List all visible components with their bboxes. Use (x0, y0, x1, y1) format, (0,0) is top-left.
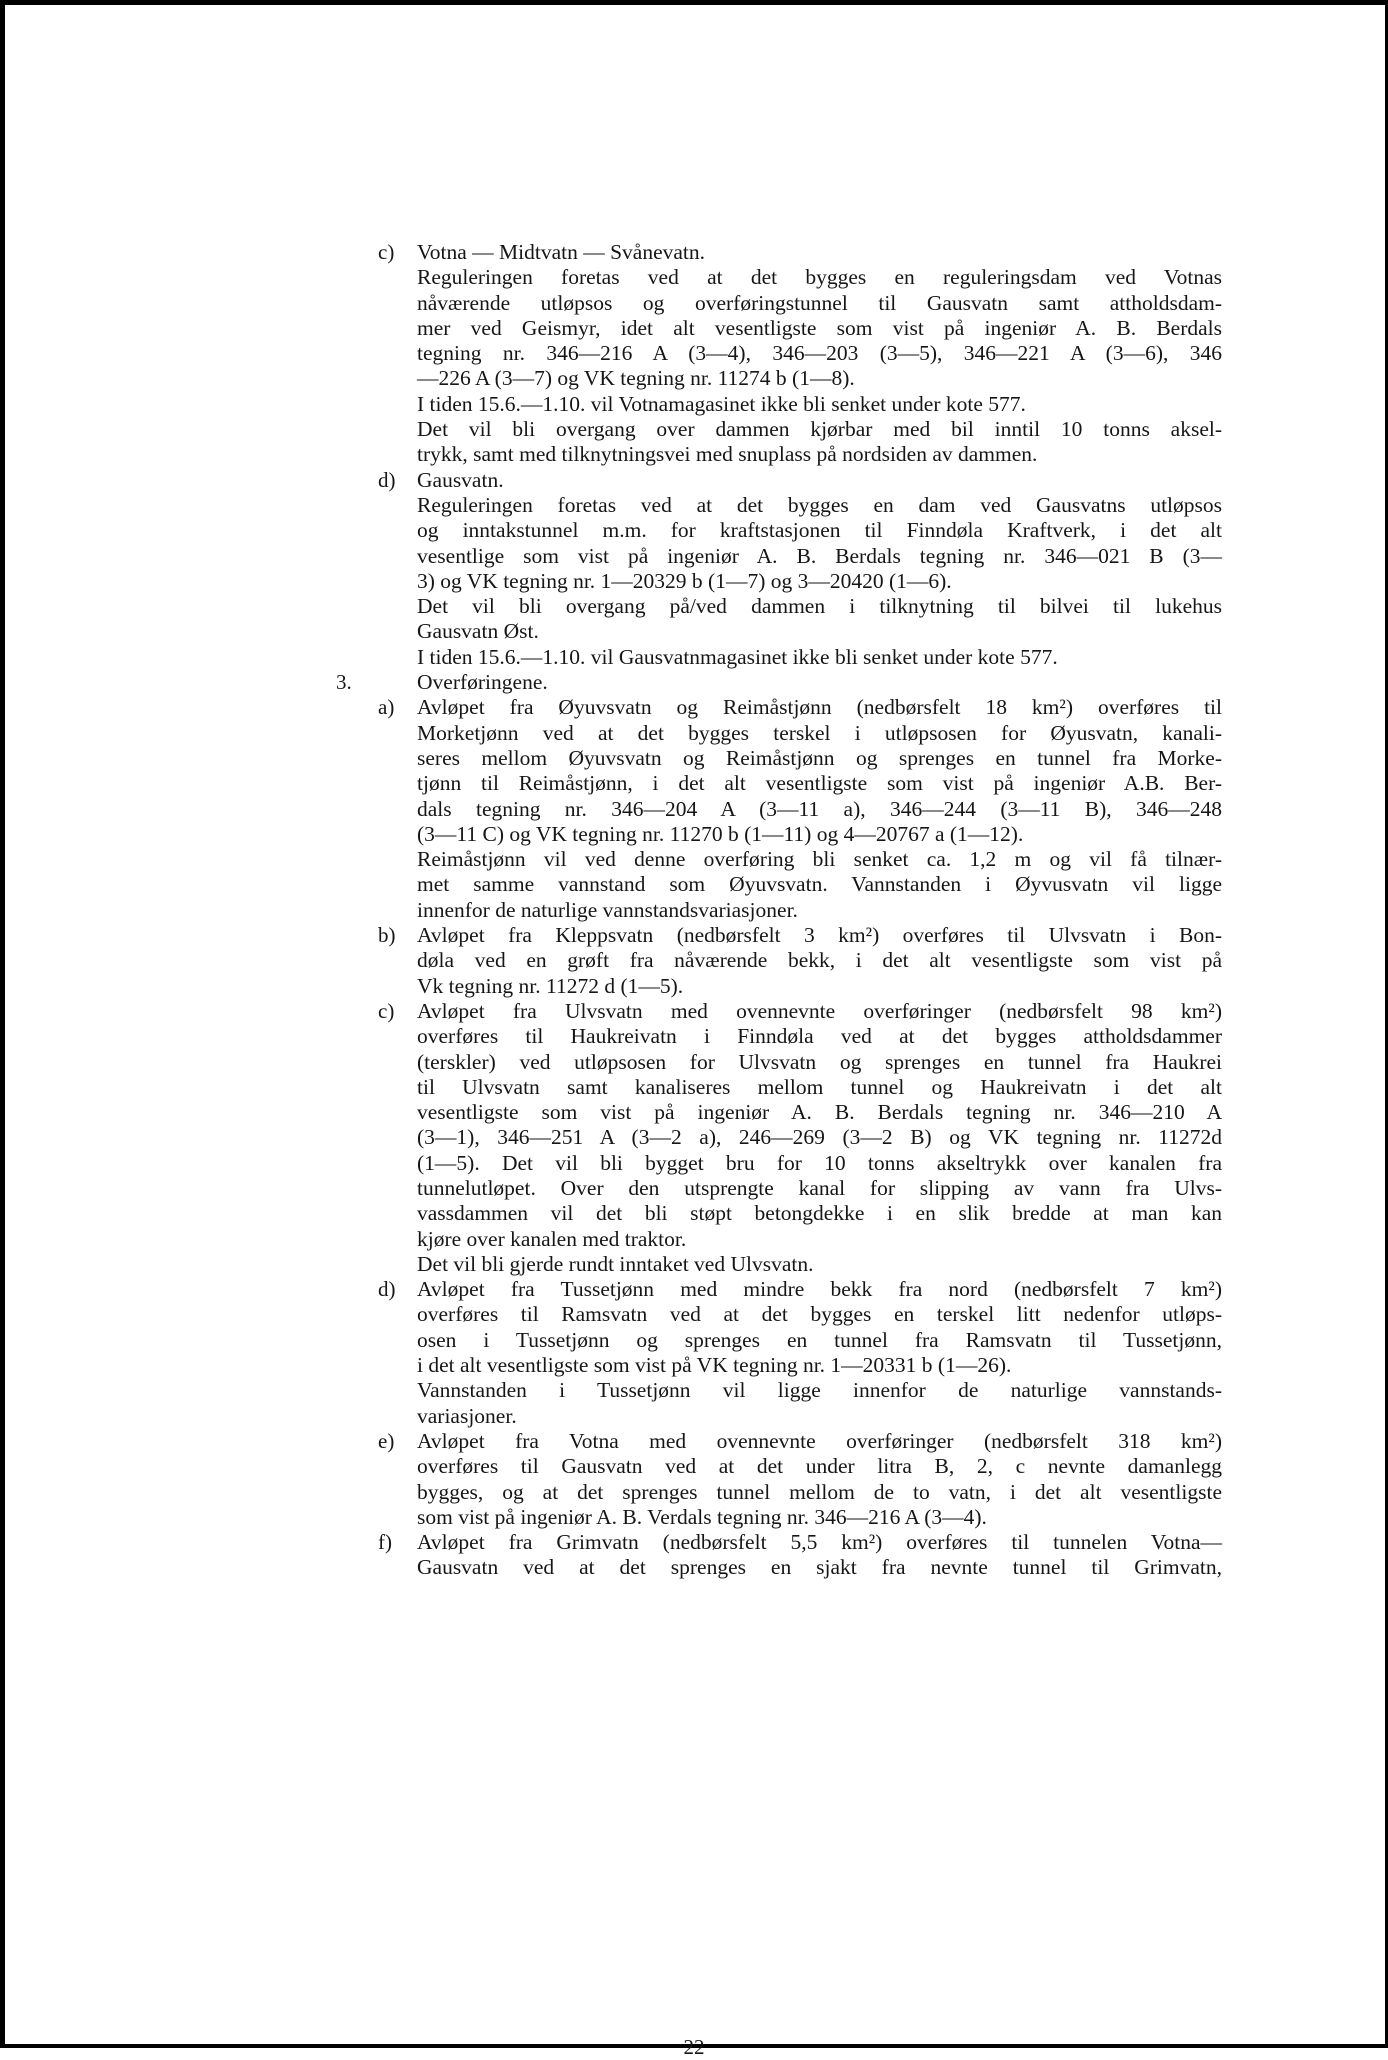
item-label: b) (378, 923, 396, 948)
text-line: Det vil bli gjerde rundt inntaket ved Ulvsvatn. (417, 1251, 814, 1276)
text-line: Avløpet fra Ulvsvatn med ovennevnte overføringer (nedbørsfelt 98 km²) (417, 998, 1222, 1023)
text-line: Avløpet fra Grimvatn (nedbørsfelt 5,5 km²) overføres til tunnelen Votna— (417, 1530, 1222, 1555)
item-label: c) (378, 998, 395, 1023)
text-line: Reimåstjønn vil ved denne overføring bli senket ca. 1,2 m og vil få tilnær- (417, 847, 1222, 872)
scan-border-top (0, 0, 1388, 5)
text-line: Avløpet fra Tussetjønn med mindre bekk fra nord (nedbørsfelt 7 km²) (417, 1277, 1222, 1302)
text-line: tjønn til Reimåstjønn, i det alt vesentligste som vist på ingeniør A.B. Ber- (417, 771, 1222, 796)
text-line: tegning nr. 346—216 A (3—4), 346—203 (3—5), 346—221 A (3—6), 346 (417, 341, 1222, 366)
list-item (378, 467, 1222, 670)
text-line: mer ved Geismyr, idet alt vesentligste som vist på ingeniør A. B. Berdals (417, 315, 1222, 340)
text-line: Gausvatn. (417, 467, 504, 492)
text-line: Avløpet fra Kleppsvatn (nedbørsfelt 3 km²) overføres til Ulvsvatn i Bon- (417, 923, 1222, 948)
text-line: Overføringene. (417, 670, 548, 695)
text-line: kjøre over kanalen med traktor. (417, 1226, 687, 1251)
text-line: overføres til Ramsvatn ved at det bygges en terskel litt nedenfor utløps- (417, 1302, 1222, 1327)
text-line: (terskler) ved utløpsosen for Ulvsvatn og sprenges en tunnel fra Haukrei (417, 1049, 1222, 1074)
text-line: Morketjønn ved at det bygges terskel i utløpsosen for Øyusvatn, kanali- (417, 720, 1222, 745)
list-item (378, 695, 1222, 923)
text-line: met samme vannstand som Øyuvsvatn. Vannstanden i Øyvusvatn vil ligge (417, 872, 1222, 897)
list-item (378, 240, 1222, 468)
text-line: seres mellom Øyuvsvatn og Reimåstjønn og sprenges en tunnel fra Morke- (417, 745, 1222, 770)
list-item (378, 1428, 1222, 1530)
item-label: d) (378, 1277, 396, 1302)
text-line: (1—5). Det vil bli bygget bru for 10 tonns akseltrykk over kanalen fra (417, 1150, 1222, 1175)
text-line: Reguleringen foretas ved at det bygges en reguleringsdam ved Votnas (417, 265, 1222, 290)
item-label: d) (378, 467, 396, 492)
text-line: Det vil bli overgang over dammen kjørbar med bil inntil 10 tonns aksel- (417, 417, 1222, 442)
text-line: Vannstanden i Tussetjønn vil ligge innenfor de naturlige vannstands- (417, 1378, 1222, 1403)
text-line: variasjoner. (417, 1403, 517, 1428)
item-label: e) (378, 1428, 395, 1453)
text-line: bygges, og at det sprenges tunnel mellom de to vatn, i det alt vesentligste (417, 1479, 1222, 1504)
text-line: I tiden 15.6.—1.10. vil Gausvatnmagasinet ikke bli senket under kote 577. (417, 644, 1058, 669)
text-line: som vist på ingeniør A. B. Verdals tegning nr. 346—216 A (3—4). (417, 1504, 987, 1529)
item-label: 3. (336, 670, 352, 695)
text-line: overføres til Haukreivatn i Finndøla ved at det bygges attholdsdammer (417, 1024, 1222, 1049)
text-line: Avløpet fra Votna med ovennevnte overføringer (nedbørsfelt 318 km²) (417, 1428, 1222, 1453)
text-line: innenfor de naturlige vannstandsvariasjoner. (417, 897, 798, 922)
text-line: vesentligste som vist på ingeniør A. B. Berdals tegning nr. 346—210 A (417, 1100, 1222, 1125)
list-item (378, 998, 1222, 1277)
text-line: trykk, samt med tilknytningsvei med snuplass på nordsiden av dammen. (417, 442, 1038, 467)
text-line: til Ulvsvatn samt kanaliseres mellom tunnel og Haukreivatn i det alt (417, 1074, 1222, 1099)
text-line: I tiden 15.6.—1.10. vil Votnamagasinet ikke bli senket under kote 577. (417, 391, 1026, 416)
text-line: 3) og VK tegning nr. 1—20329 b (1—7) og 3—20420 (1—6). (417, 568, 952, 593)
text-line: osen i Tussetjønn og sprenges en tunnel fra Ramsvatn til Tussetjønn, (417, 1327, 1222, 1352)
text-line: dals tegning nr. 346—204 A (3—11 a), 346—244 (3—11 B), 346—248 (417, 796, 1222, 821)
list-item (378, 923, 1222, 999)
text-line: (3—1), 346—251 A (3—2 a), 246—269 (3—2 B) og VK tegning nr. 11272d (417, 1125, 1222, 1150)
document-body (0, 240, 1388, 1581)
page-number: 22 (683, 2035, 705, 2059)
text-line: Det vil bli overgang på/ved dammen i tilknytning til bilvei til lukehus (417, 594, 1222, 619)
item-label: f) (378, 1530, 392, 1555)
text-line: (3—11 C) og VK tegning nr. 11270 b (1—11) og 4—20767 a (1—12). (417, 821, 1024, 846)
section-heading (0, 670, 805, 695)
text-line: —226 A (3—7) og VK tegning nr. 11274 b (1—8). (417, 366, 855, 391)
text-line: vassdammen vil det bli støpt betongdekke i en slik bredde at man kan (417, 1201, 1222, 1226)
text-line: i det alt vesentligste som vist på VK tegning nr. 1—20331 b (1—26). (417, 1353, 1012, 1378)
text-line: tunnelutløpet. Over den utsprengte kanal for slipping av vann fra Ulvs- (417, 1175, 1222, 1200)
text-line: og inntakstunnel m.m. for kraftstasjonen til Finndøla Kraftverk, i det alt (417, 518, 1222, 543)
text-line: Gausvatn Øst. (417, 619, 539, 644)
text-line: Gausvatn ved at det sprenges en sjakt fra nevnte tunnel til Grimvatn, (417, 1555, 1222, 1580)
text-line: døla ved en grøft fra nåværende bekk, i det alt vesentligste som vist på (417, 948, 1222, 973)
item-label: a) (378, 695, 395, 720)
text-line: vesentlige som vist på ingeniør A. B. Berdals tegning nr. 346—021 B (3— (417, 543, 1222, 568)
text-line: Votna — Midtvatn — Svånevatn. (417, 240, 706, 264)
list-item (378, 1530, 1222, 1581)
list-item (378, 1277, 1222, 1429)
text-line: nåværende utløpsos og overføringstunnel til Gausvatn samt attholdsdam- (417, 290, 1222, 315)
text-line: Reguleringen foretas ved at det bygges en dam ved Gausvatns utløpsos (417, 492, 1222, 517)
text-line: overføres til Gausvatn ved at det under litra B, 2, c nevnte damanlegg (417, 1454, 1222, 1479)
text-line: Avløpet fra Øyuvsvatn og Reimåstjønn (nedbørsfelt 18 km²) overføres til (417, 695, 1222, 720)
text-line: Vk tegning nr. 11272 d (1—5). (417, 973, 684, 998)
item-label: c) (378, 240, 395, 264)
